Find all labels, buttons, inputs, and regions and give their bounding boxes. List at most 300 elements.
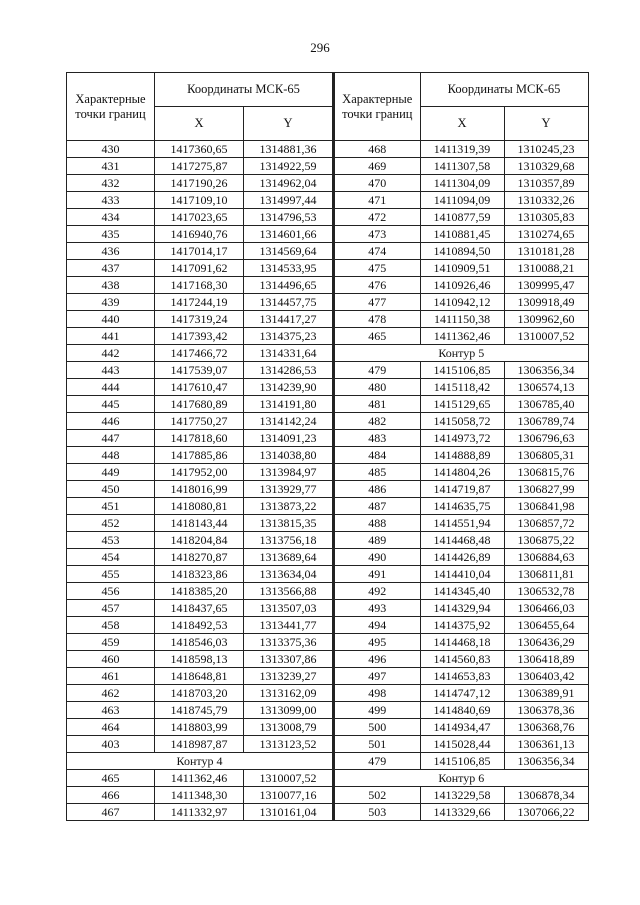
y-cell: 1314239,90	[244, 379, 333, 396]
y-cell: 1313929,77	[244, 481, 333, 498]
x-cell: 1415106,85	[420, 362, 504, 379]
table-row	[67, 702, 333, 719]
table-row	[67, 532, 333, 549]
point-cell: 472	[334, 209, 420, 226]
table-row	[334, 430, 588, 447]
table-row	[67, 651, 333, 668]
x-cell: 1411362,46	[155, 770, 244, 787]
y-cell: 1314331,64	[244, 345, 333, 362]
y-cell: 1313123,52	[244, 736, 333, 753]
y-cell: 1314091,23	[244, 430, 333, 447]
table-row	[67, 158, 333, 175]
point-cell: 488	[334, 515, 420, 532]
table-row	[67, 719, 333, 736]
table-row	[334, 481, 588, 498]
table-row	[67, 617, 333, 634]
x-cell: 1411304,09	[420, 175, 504, 192]
y-cell: 1313873,22	[244, 498, 333, 515]
x-cell: 1414804,26	[420, 464, 504, 481]
table-row	[67, 345, 333, 362]
y-cell: 1306789,74	[504, 413, 588, 430]
y-cell: 1306875,22	[504, 532, 588, 549]
x-cell: 1415106,85	[420, 753, 504, 770]
point-cell: 448	[67, 447, 155, 464]
x-cell: 1414840,69	[420, 702, 504, 719]
table-row	[334, 617, 588, 634]
point-cell: 489	[334, 532, 420, 549]
contour-label: Контур 4	[67, 753, 333, 770]
table-row	[334, 719, 588, 736]
y-cell: 1310305,83	[504, 209, 588, 226]
table-row	[334, 141, 588, 158]
x-cell: 1410894,50	[420, 243, 504, 260]
table-row	[67, 736, 333, 753]
coordinates-tables	[66, 72, 586, 821]
x-cell: 1418703,20	[155, 685, 244, 702]
point-cell: 431	[67, 158, 155, 175]
header-y: Y	[504, 107, 588, 141]
point-cell: 435	[67, 226, 155, 243]
table-row	[67, 209, 333, 226]
x-cell: 1411150,38	[420, 311, 504, 328]
table-row	[334, 651, 588, 668]
y-cell: 1306841,98	[504, 498, 588, 515]
point-cell: 487	[334, 498, 420, 515]
point-cell: 478	[334, 311, 420, 328]
header-x: X	[420, 107, 504, 141]
table-row	[67, 481, 333, 498]
table-row	[334, 804, 588, 821]
point-cell: 471	[334, 192, 420, 209]
point-cell: 493	[334, 600, 420, 617]
y-cell: 1313634,04	[244, 566, 333, 583]
x-cell: 1417539,07	[155, 362, 244, 379]
x-cell: 1413229,58	[420, 787, 504, 804]
header-points: Характерные точки границ	[334, 73, 420, 141]
y-cell: 1314997,44	[244, 192, 333, 209]
x-cell: 1418648,81	[155, 668, 244, 685]
point-cell: 458	[67, 617, 155, 634]
point-cell: 453	[67, 532, 155, 549]
y-cell: 1309962,60	[504, 311, 588, 328]
y-cell: 1314569,64	[244, 243, 333, 260]
x-cell: 1413329,66	[420, 804, 504, 821]
x-cell: 1417168,30	[155, 277, 244, 294]
table-row	[334, 294, 588, 311]
point-cell: 437	[67, 260, 155, 277]
point-cell: 495	[334, 634, 420, 651]
table-row	[334, 668, 588, 685]
table-row	[67, 583, 333, 600]
page-number: 296	[310, 40, 330, 55]
x-cell: 1417885,86	[155, 447, 244, 464]
point-cell: 439	[67, 294, 155, 311]
point-cell: 460	[67, 651, 155, 668]
point-cell: 459	[67, 634, 155, 651]
table-row	[334, 328, 588, 345]
table-row	[67, 294, 333, 311]
point-cell: 445	[67, 396, 155, 413]
point-cell: 469	[334, 158, 420, 175]
table-row	[67, 447, 333, 464]
x-cell: 1411319,39	[420, 141, 504, 158]
x-cell: 1414345,40	[420, 583, 504, 600]
x-cell: 1414635,75	[420, 498, 504, 515]
point-cell: 479	[334, 753, 420, 770]
x-cell: 1418437,65	[155, 600, 244, 617]
y-cell: 1306356,34	[504, 362, 588, 379]
point-cell: 436	[67, 243, 155, 260]
y-cell: 1310077,16	[244, 787, 333, 804]
x-cell: 1415028,44	[420, 736, 504, 753]
y-cell: 1307066,22	[504, 804, 588, 821]
x-cell: 1410942,12	[420, 294, 504, 311]
x-cell: 1417466,72	[155, 345, 244, 362]
table-row	[334, 260, 588, 277]
x-cell: 1411348,30	[155, 787, 244, 804]
y-cell: 1306805,31	[504, 447, 588, 464]
y-cell: 1314417,27	[244, 311, 333, 328]
table-row	[334, 192, 588, 209]
y-cell: 1306436,29	[504, 634, 588, 651]
x-cell: 1414410,04	[420, 566, 504, 583]
contour-row	[334, 770, 588, 787]
x-cell: 1414560,83	[420, 651, 504, 668]
table-row	[67, 141, 333, 158]
y-cell: 1306815,76	[504, 464, 588, 481]
y-cell: 1313239,27	[244, 668, 333, 685]
y-cell: 1314457,75	[244, 294, 333, 311]
x-cell: 1414468,18	[420, 634, 504, 651]
y-cell: 1314191,80	[244, 396, 333, 413]
table-row	[67, 379, 333, 396]
table-row	[67, 192, 333, 209]
point-cell: 502	[334, 787, 420, 804]
table-row	[334, 787, 588, 804]
x-cell: 1418323,86	[155, 566, 244, 583]
point-cell: 499	[334, 702, 420, 719]
x-cell: 1411094,09	[420, 192, 504, 209]
y-cell: 1313441,77	[244, 617, 333, 634]
table-row	[67, 311, 333, 328]
point-cell: 461	[67, 668, 155, 685]
y-cell: 1306796,63	[504, 430, 588, 447]
table-row	[334, 158, 588, 175]
point-cell: 501	[334, 736, 420, 753]
table-row	[334, 226, 588, 243]
x-cell: 1414747,12	[420, 685, 504, 702]
point-cell: 464	[67, 719, 155, 736]
x-cell: 1417750,27	[155, 413, 244, 430]
point-cell: 442	[67, 345, 155, 362]
contour-row	[67, 753, 333, 770]
point-cell: 496	[334, 651, 420, 668]
point-cell: 485	[334, 464, 420, 481]
y-cell: 1306368,76	[504, 719, 588, 736]
x-cell: 1411307,58	[420, 158, 504, 175]
point-cell: 463	[67, 702, 155, 719]
x-cell: 1411332,97	[155, 804, 244, 821]
y-cell: 1314375,23	[244, 328, 333, 345]
y-cell: 1306878,34	[504, 787, 588, 804]
point-cell: 447	[67, 430, 155, 447]
table-row	[67, 362, 333, 379]
contour-row	[334, 345, 588, 362]
table-row	[67, 260, 333, 277]
y-cell: 1306827,99	[504, 481, 588, 498]
point-cell: 403	[67, 736, 155, 753]
x-cell: 1414551,94	[420, 515, 504, 532]
x-cell: 1414329,94	[420, 600, 504, 617]
table-row	[67, 566, 333, 583]
point-cell: 430	[67, 141, 155, 158]
header-coords: Координаты МСК-65	[420, 73, 588, 107]
table-row	[67, 277, 333, 294]
right-coordinates-table	[333, 72, 589, 821]
point-cell: 450	[67, 481, 155, 498]
table-row	[334, 736, 588, 753]
y-cell: 1306403,42	[504, 668, 588, 685]
x-cell: 1414426,89	[420, 549, 504, 566]
x-cell: 1418016,99	[155, 481, 244, 498]
table-row	[334, 209, 588, 226]
x-cell: 1414719,87	[420, 481, 504, 498]
y-cell: 1313099,00	[244, 702, 333, 719]
y-cell: 1314881,36	[244, 141, 333, 158]
x-cell: 1414468,48	[420, 532, 504, 549]
x-cell: 1417091,62	[155, 260, 244, 277]
y-cell: 1306418,89	[504, 651, 588, 668]
x-cell: 1418987,87	[155, 736, 244, 753]
x-cell: 1417952,00	[155, 464, 244, 481]
x-cell: 1417244,19	[155, 294, 244, 311]
x-cell: 1414934,47	[420, 719, 504, 736]
x-cell: 1418546,03	[155, 634, 244, 651]
point-cell: 503	[334, 804, 420, 821]
y-cell: 1309918,49	[504, 294, 588, 311]
table-row	[67, 243, 333, 260]
y-cell: 1306455,64	[504, 617, 588, 634]
x-cell: 1418080,81	[155, 498, 244, 515]
point-cell: 470	[334, 175, 420, 192]
table-row	[334, 175, 588, 192]
point-cell: 498	[334, 685, 420, 702]
point-cell: 432	[67, 175, 155, 192]
x-cell: 1417393,42	[155, 328, 244, 345]
x-cell: 1410926,46	[420, 277, 504, 294]
y-cell: 1306466,03	[504, 600, 588, 617]
x-cell: 1410877,59	[420, 209, 504, 226]
y-cell: 1310007,52	[244, 770, 333, 787]
point-cell: 467	[67, 804, 155, 821]
table-row	[67, 770, 333, 787]
y-cell: 1309995,47	[504, 277, 588, 294]
table-row	[334, 753, 588, 770]
point-cell: 440	[67, 311, 155, 328]
table-row	[67, 515, 333, 532]
y-cell: 1313375,36	[244, 634, 333, 651]
y-cell: 1310007,52	[504, 328, 588, 345]
point-cell: 441	[67, 328, 155, 345]
y-cell: 1306361,13	[504, 736, 588, 753]
y-cell: 1314533,95	[244, 260, 333, 277]
contour-label: Контур 5	[334, 345, 588, 362]
x-cell: 1418385,20	[155, 583, 244, 600]
point-cell: 457	[67, 600, 155, 617]
x-cell: 1414653,83	[420, 668, 504, 685]
table-row	[67, 498, 333, 515]
table-row	[334, 498, 588, 515]
point-cell: 477	[334, 294, 420, 311]
x-cell: 1410881,45	[420, 226, 504, 243]
header-y: Y	[244, 107, 333, 141]
x-cell: 1418204,84	[155, 532, 244, 549]
y-cell: 1313162,09	[244, 685, 333, 702]
x-cell: 1417680,89	[155, 396, 244, 413]
point-cell: 438	[67, 277, 155, 294]
y-cell: 1313984,97	[244, 464, 333, 481]
table-row	[67, 226, 333, 243]
point-cell: 490	[334, 549, 420, 566]
y-cell: 1314601,66	[244, 226, 333, 243]
y-cell: 1306378,36	[504, 702, 588, 719]
x-cell: 1414375,92	[420, 617, 504, 634]
point-cell: 451	[67, 498, 155, 515]
contour-label: Контур 6	[334, 770, 588, 787]
x-cell: 1418270,87	[155, 549, 244, 566]
table-row	[334, 549, 588, 566]
y-cell: 1306532,78	[504, 583, 588, 600]
table-row	[67, 787, 333, 804]
point-cell: 484	[334, 447, 420, 464]
y-cell: 1313689,64	[244, 549, 333, 566]
y-cell: 1314038,80	[244, 447, 333, 464]
x-cell: 1414973,72	[420, 430, 504, 447]
y-cell: 1306389,91	[504, 685, 588, 702]
x-cell: 1417190,26	[155, 175, 244, 192]
y-cell: 1313307,86	[244, 651, 333, 668]
table-row	[67, 175, 333, 192]
table-row	[334, 277, 588, 294]
header-points: Характерные точки границ	[67, 73, 155, 141]
y-cell: 1314962,04	[244, 175, 333, 192]
table-row	[67, 668, 333, 685]
header-coords: Координаты МСК-65	[155, 73, 333, 107]
right-table-body	[334, 141, 588, 821]
y-cell: 1310274,65	[504, 226, 588, 243]
table-row	[67, 396, 333, 413]
point-cell: 474	[334, 243, 420, 260]
table-row	[334, 362, 588, 379]
point-cell: 494	[334, 617, 420, 634]
point-cell: 482	[334, 413, 420, 430]
table-row	[67, 634, 333, 651]
table-row	[334, 634, 588, 651]
point-cell: 497	[334, 668, 420, 685]
y-cell: 1313507,03	[244, 600, 333, 617]
table-row	[67, 549, 333, 566]
point-cell: 466	[67, 787, 155, 804]
table-row	[67, 600, 333, 617]
point-cell: 456	[67, 583, 155, 600]
point-cell: 480	[334, 379, 420, 396]
point-cell: 465	[334, 328, 420, 345]
x-cell: 1417275,87	[155, 158, 244, 175]
table-row	[334, 243, 588, 260]
x-cell: 1417610,47	[155, 379, 244, 396]
x-cell: 1415129,65	[420, 396, 504, 413]
table-row	[334, 600, 588, 617]
point-cell: 492	[334, 583, 420, 600]
table-row	[334, 447, 588, 464]
y-cell: 1306356,34	[504, 753, 588, 770]
y-cell: 1306785,40	[504, 396, 588, 413]
point-cell: 446	[67, 413, 155, 430]
table-row	[334, 515, 588, 532]
x-cell: 1418745,79	[155, 702, 244, 719]
x-cell: 1411362,46	[420, 328, 504, 345]
y-cell: 1310357,89	[504, 175, 588, 192]
table-row	[334, 702, 588, 719]
table-row	[67, 804, 333, 821]
y-cell: 1310332,26	[504, 192, 588, 209]
point-cell: 444	[67, 379, 155, 396]
point-cell: 443	[67, 362, 155, 379]
point-cell: 449	[67, 464, 155, 481]
y-cell: 1314796,53	[244, 209, 333, 226]
table-row	[67, 464, 333, 481]
table-row	[67, 430, 333, 447]
y-cell: 1314286,53	[244, 362, 333, 379]
left-coordinates-table	[66, 72, 333, 821]
point-cell: 476	[334, 277, 420, 294]
header-x: X	[155, 107, 244, 141]
x-cell: 1418492,53	[155, 617, 244, 634]
y-cell: 1310181,28	[504, 243, 588, 260]
y-cell: 1313008,79	[244, 719, 333, 736]
x-cell: 1417818,60	[155, 430, 244, 447]
point-cell: 434	[67, 209, 155, 226]
y-cell: 1310245,23	[504, 141, 588, 158]
y-cell: 1310088,21	[504, 260, 588, 277]
table-row	[334, 532, 588, 549]
x-cell: 1415118,42	[420, 379, 504, 396]
y-cell: 1313815,35	[244, 515, 333, 532]
point-cell: 500	[334, 719, 420, 736]
x-cell: 1418598,13	[155, 651, 244, 668]
point-cell: 468	[334, 141, 420, 158]
y-cell: 1306857,72	[504, 515, 588, 532]
point-cell: 465	[67, 770, 155, 787]
y-cell: 1306574,13	[504, 379, 588, 396]
y-cell: 1313566,88	[244, 583, 333, 600]
table-row	[334, 583, 588, 600]
point-cell: 479	[334, 362, 420, 379]
x-cell: 1417109,10	[155, 192, 244, 209]
y-cell: 1314922,59	[244, 158, 333, 175]
x-cell: 1415058,72	[420, 413, 504, 430]
x-cell: 1416940,76	[155, 226, 244, 243]
point-cell: 454	[67, 549, 155, 566]
x-cell: 1414888,89	[420, 447, 504, 464]
table-row	[334, 396, 588, 413]
table-row	[67, 685, 333, 702]
left-table-body	[67, 141, 333, 821]
x-cell: 1418143,44	[155, 515, 244, 532]
point-cell: 481	[334, 396, 420, 413]
y-cell: 1306884,63	[504, 549, 588, 566]
table-row	[334, 464, 588, 481]
